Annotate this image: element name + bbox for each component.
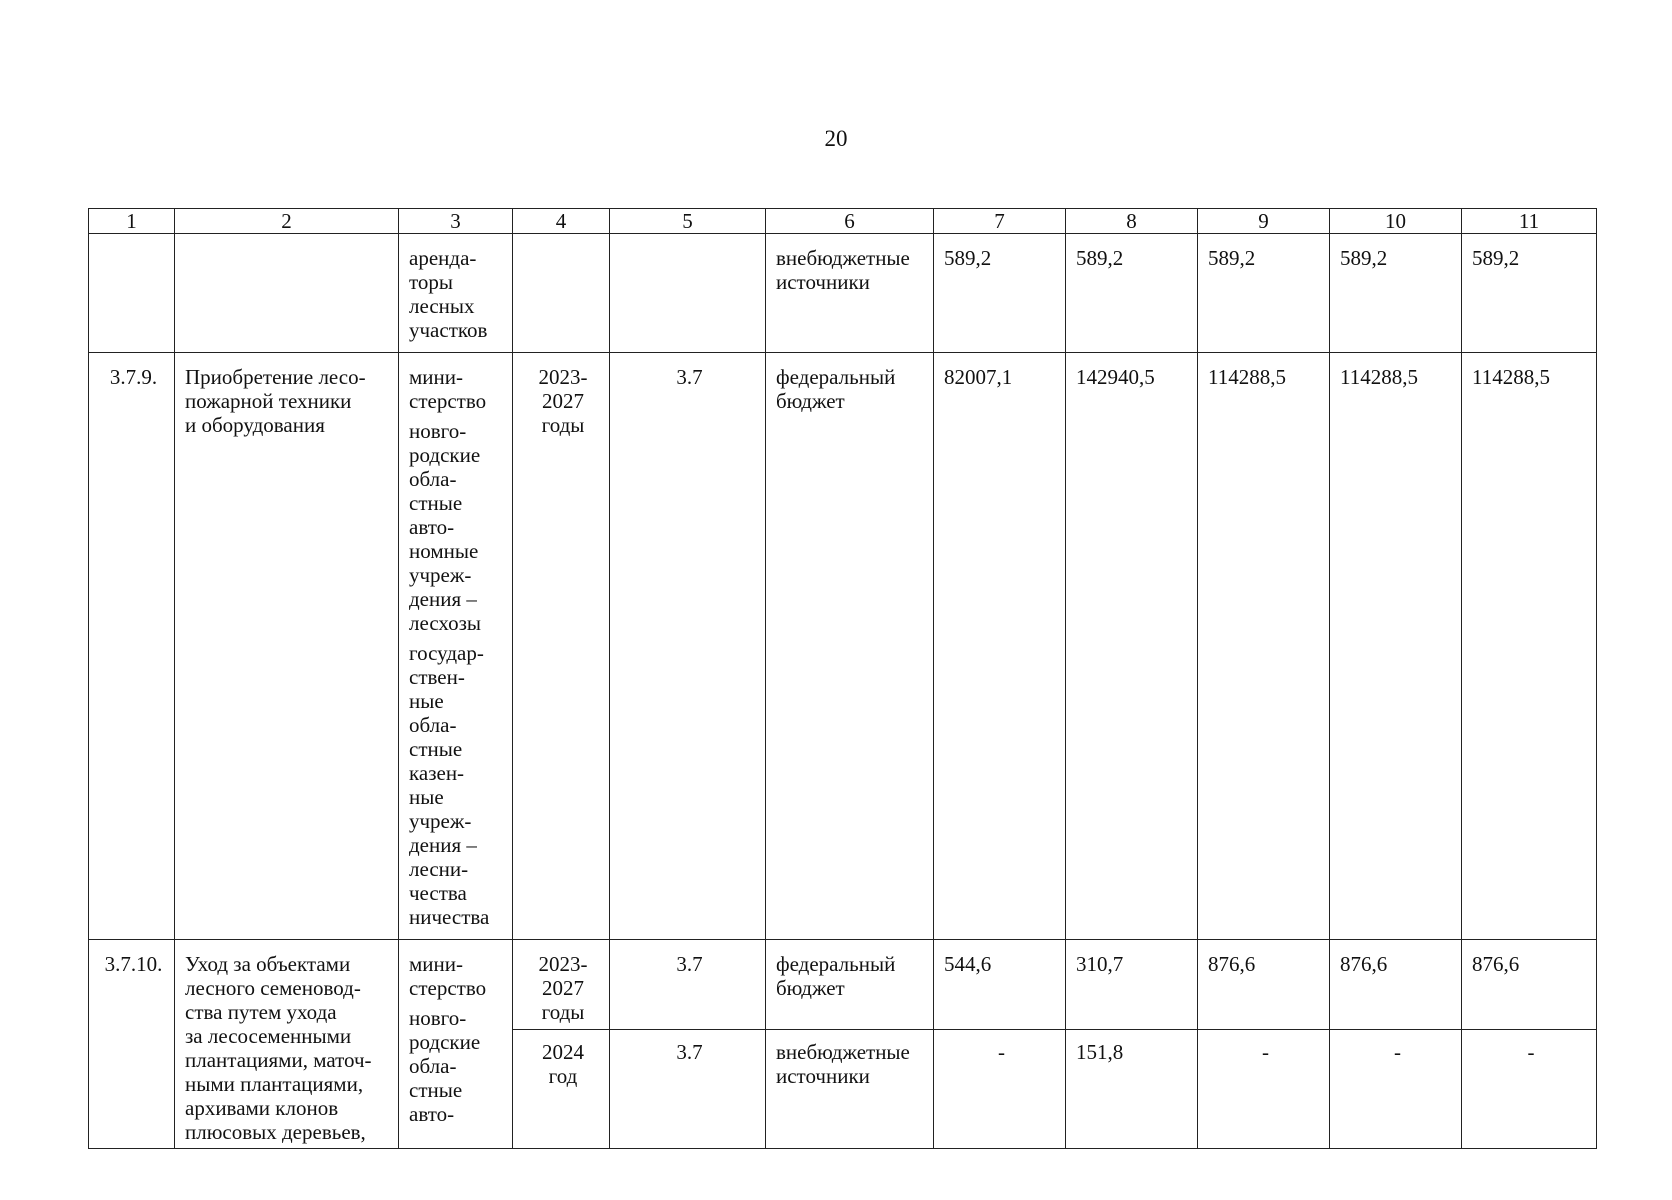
value-cell: 114288,5 bbox=[1330, 353, 1462, 940]
activity-name: Уход за объектами лесного семеновод- ства путем ухода за лесосеменными плантациями, маточ- ными плантациями, архивами клонов плюсовых деревьев, bbox=[175, 940, 399, 1149]
value-cell: 82007,1 bbox=[934, 353, 1066, 940]
funding-source: внебюджетные источники bbox=[766, 1030, 934, 1149]
column-number: 9 bbox=[1198, 209, 1330, 234]
program-table bbox=[88, 208, 1597, 1149]
value-cell: - bbox=[1198, 1030, 1330, 1149]
executor: новго- родские обла- стные авто- номные учреж- дения – лесхозы bbox=[409, 419, 481, 635]
column-number: 1 bbox=[89, 209, 175, 234]
value-cell: 876,6 bbox=[1330, 940, 1462, 1030]
page-number: 20 bbox=[824, 126, 848, 151]
column-number: 8 bbox=[1066, 209, 1198, 234]
column-number: 2 bbox=[175, 209, 399, 234]
funding-source: федеральный бюджет bbox=[766, 940, 934, 1030]
executor-cell bbox=[399, 234, 513, 353]
value-cell: 114288,5 bbox=[1198, 353, 1330, 940]
row-number: 3.7.9. bbox=[89, 353, 175, 940]
executor: мини- стерство bbox=[409, 952, 487, 1000]
executor-cell bbox=[399, 940, 513, 1149]
value-cell: 589,2 bbox=[1066, 234, 1198, 353]
table-row bbox=[89, 940, 1597, 1030]
value-cell: 589,2 bbox=[1198, 234, 1330, 353]
value-cell: 151,8 bbox=[1066, 1030, 1198, 1149]
value-cell: 589,2 bbox=[934, 234, 1066, 353]
value-cell: - bbox=[1330, 1030, 1462, 1149]
column-number: 3 bbox=[399, 209, 513, 234]
executor: новго- родские обла- стные авто- bbox=[409, 1006, 481, 1126]
activity-name: Приобретение лесо- пожарной техники и оборудования bbox=[175, 353, 399, 940]
column-number: 11 bbox=[1462, 209, 1597, 234]
value-cell: - bbox=[934, 1030, 1066, 1149]
period-cell bbox=[513, 234, 610, 353]
value-cell: 310,7 bbox=[1066, 940, 1198, 1030]
executor-cell bbox=[399, 353, 513, 940]
period-cell: 2024 год bbox=[513, 1030, 610, 1149]
value-cell: 544,6 bbox=[934, 940, 1066, 1030]
indicator-cell: 3.7 bbox=[610, 1030, 766, 1149]
executor: государ- ствен- ные обла- стные казен- ные учреж- дения – лесни- чества ничества bbox=[409, 641, 490, 929]
value-cell: 142940,5 bbox=[1066, 353, 1198, 940]
activity-name bbox=[175, 234, 399, 353]
value-cell: 589,2 bbox=[1462, 234, 1597, 353]
value-cell: 876,6 bbox=[1198, 940, 1330, 1030]
column-number: 7 bbox=[934, 209, 1066, 234]
row-number bbox=[89, 234, 175, 353]
column-number: 10 bbox=[1330, 209, 1462, 234]
value-cell: 589,2 bbox=[1330, 234, 1462, 353]
column-number: 4 bbox=[513, 209, 610, 234]
period-cell: 2023- 2027 годы bbox=[513, 353, 610, 940]
value-cell: 876,6 bbox=[1462, 940, 1597, 1030]
column-number: 6 bbox=[766, 209, 934, 234]
table-row bbox=[89, 234, 1597, 353]
executor: аренда- торы лесных участков bbox=[409, 246, 488, 342]
row-number: 3.7.10. bbox=[89, 940, 175, 1149]
value-cell: 114288,5 bbox=[1462, 353, 1597, 940]
executor: мини- стерство bbox=[409, 365, 487, 413]
period-cell: 2023- 2027 годы bbox=[513, 940, 610, 1030]
table-row bbox=[89, 353, 1597, 940]
value-cell: - bbox=[1462, 1030, 1597, 1149]
column-number: 5 bbox=[610, 209, 766, 234]
indicator-cell bbox=[610, 234, 766, 353]
indicator-cell: 3.7 bbox=[610, 353, 766, 940]
column-number-row bbox=[89, 209, 1597, 234]
indicator-cell: 3.7 bbox=[610, 940, 766, 1030]
funding-source: внебюджетные источники bbox=[766, 234, 934, 353]
funding-source: федеральный бюджет bbox=[766, 353, 934, 940]
